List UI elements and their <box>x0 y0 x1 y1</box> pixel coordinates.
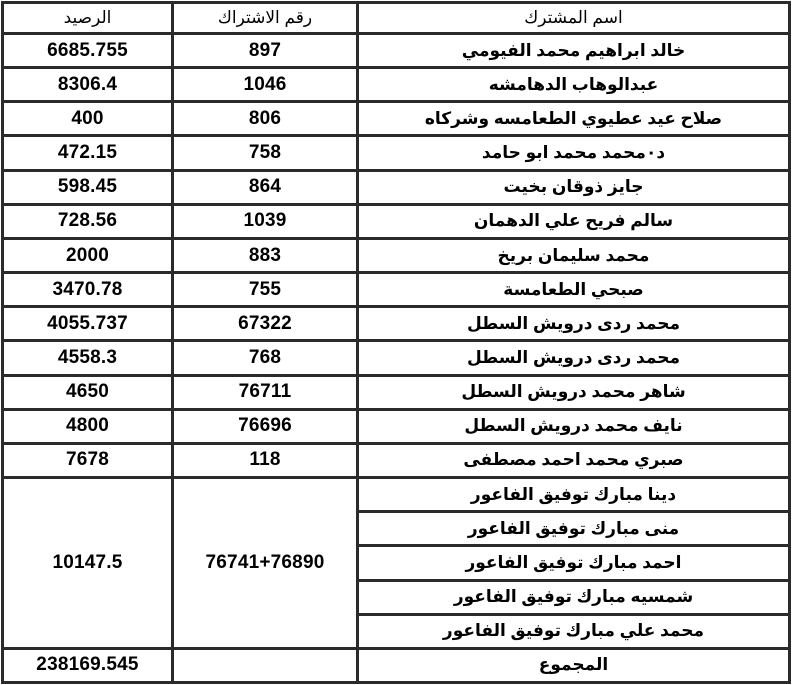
balance-cell: 728.56 <box>3 204 173 238</box>
balance-cell: 2000 <box>3 238 173 272</box>
name-cell: محمد ردى درويش السطل <box>358 341 790 375</box>
balance-cell: 400 <box>3 102 173 136</box>
balance-cell: 7678 <box>3 443 173 477</box>
name-cell: نايف محمد درويش السطل <box>358 409 790 443</box>
total-subscription-cell <box>173 648 358 682</box>
table-row <box>3 34 790 68</box>
subscription-cell: 897 <box>173 34 358 68</box>
subscription-cell: 864 <box>173 170 358 204</box>
name-cell: جايز ذوقان بخيت <box>358 170 790 204</box>
table-row <box>3 102 790 136</box>
balance-cell: 4055.737 <box>3 307 173 341</box>
name-cell: شاهر محمد درويش السطل <box>358 375 790 409</box>
group-name-cell: دينا مبارك توفيق الفاعور <box>358 478 790 512</box>
name-cell: محمد سليمان بريخ <box>358 238 790 272</box>
header-subscription-number: رقم الاشتراك <box>173 3 358 34</box>
table-row <box>3 273 790 307</box>
table-row <box>3 375 790 409</box>
group-name-cell: احمد مبارك توفيق الفاعور <box>358 546 790 580</box>
balance-cell: 4558.3 <box>3 341 173 375</box>
subscription-cell: 118 <box>173 443 358 477</box>
table-row <box>3 68 790 102</box>
balance-cell: 4650 <box>3 375 173 409</box>
name-cell: صلاح عيد عطيوي الطعامسه وشركاه <box>358 102 790 136</box>
subscription-cell: 883 <box>173 238 358 272</box>
group-name-cell: شمسيه مبارك توفيق الفاعور <box>358 580 790 614</box>
table-row <box>3 136 790 170</box>
subscription-cell: 76711 <box>173 375 358 409</box>
balance-cell: 6685.755 <box>3 34 173 68</box>
name-cell: صبري محمد احمد مصطفى <box>358 443 790 477</box>
total-label-cell: المجموع <box>358 648 790 682</box>
group-row <box>3 478 790 512</box>
header-subscriber-name: اسم المشترك <box>358 3 790 34</box>
balance-cell: 472.15 <box>3 136 173 170</box>
table-row <box>3 443 790 477</box>
name-cell: د٠محمد محمد ابو حامد <box>358 136 790 170</box>
table-row <box>3 307 790 341</box>
group-subscription-cell: 76741+76890 <box>173 478 358 649</box>
table-row <box>3 341 790 375</box>
balance-cell: 3470.78 <box>3 273 173 307</box>
subscription-cell: 67322 <box>173 307 358 341</box>
subscription-cell: 1046 <box>173 68 358 102</box>
table-row <box>3 170 790 204</box>
name-cell: محمد ردى درويش السطل <box>358 307 790 341</box>
total-balance-cell: 238169.545 <box>3 648 173 682</box>
name-cell: صبحي الطعامسة <box>358 273 790 307</box>
subscription-cell: 758 <box>173 136 358 170</box>
subscription-cell: 76696 <box>173 409 358 443</box>
subscription-cell: 755 <box>173 273 358 307</box>
balance-cell: 598.45 <box>3 170 173 204</box>
name-cell: عبدالوهاب الدهامشه <box>358 68 790 102</box>
balance-cell: 4800 <box>3 409 173 443</box>
table-row <box>3 204 790 238</box>
group-name-cell: محمد علي مبارك توفيق الفاعور <box>358 614 790 648</box>
group-balance-cell: 10147.5 <box>3 478 173 649</box>
table-row <box>3 238 790 272</box>
subscriber-balance-table <box>1 1 791 684</box>
name-cell: سالم فريح علي الدهمان <box>358 204 790 238</box>
header-balance: الرصيد <box>3 3 173 34</box>
name-cell: خالد ابراهيم محمد الفيومي <box>358 34 790 68</box>
balance-cell: 8306.4 <box>3 68 173 102</box>
table-row <box>3 409 790 443</box>
total-row <box>3 648 790 682</box>
subscription-cell: 768 <box>173 341 358 375</box>
subscription-cell: 1039 <box>173 204 358 238</box>
header-row <box>3 3 790 34</box>
subscription-cell: 806 <box>173 102 358 136</box>
group-name-cell: منى مبارك توفيق الفاعور <box>358 512 790 546</box>
